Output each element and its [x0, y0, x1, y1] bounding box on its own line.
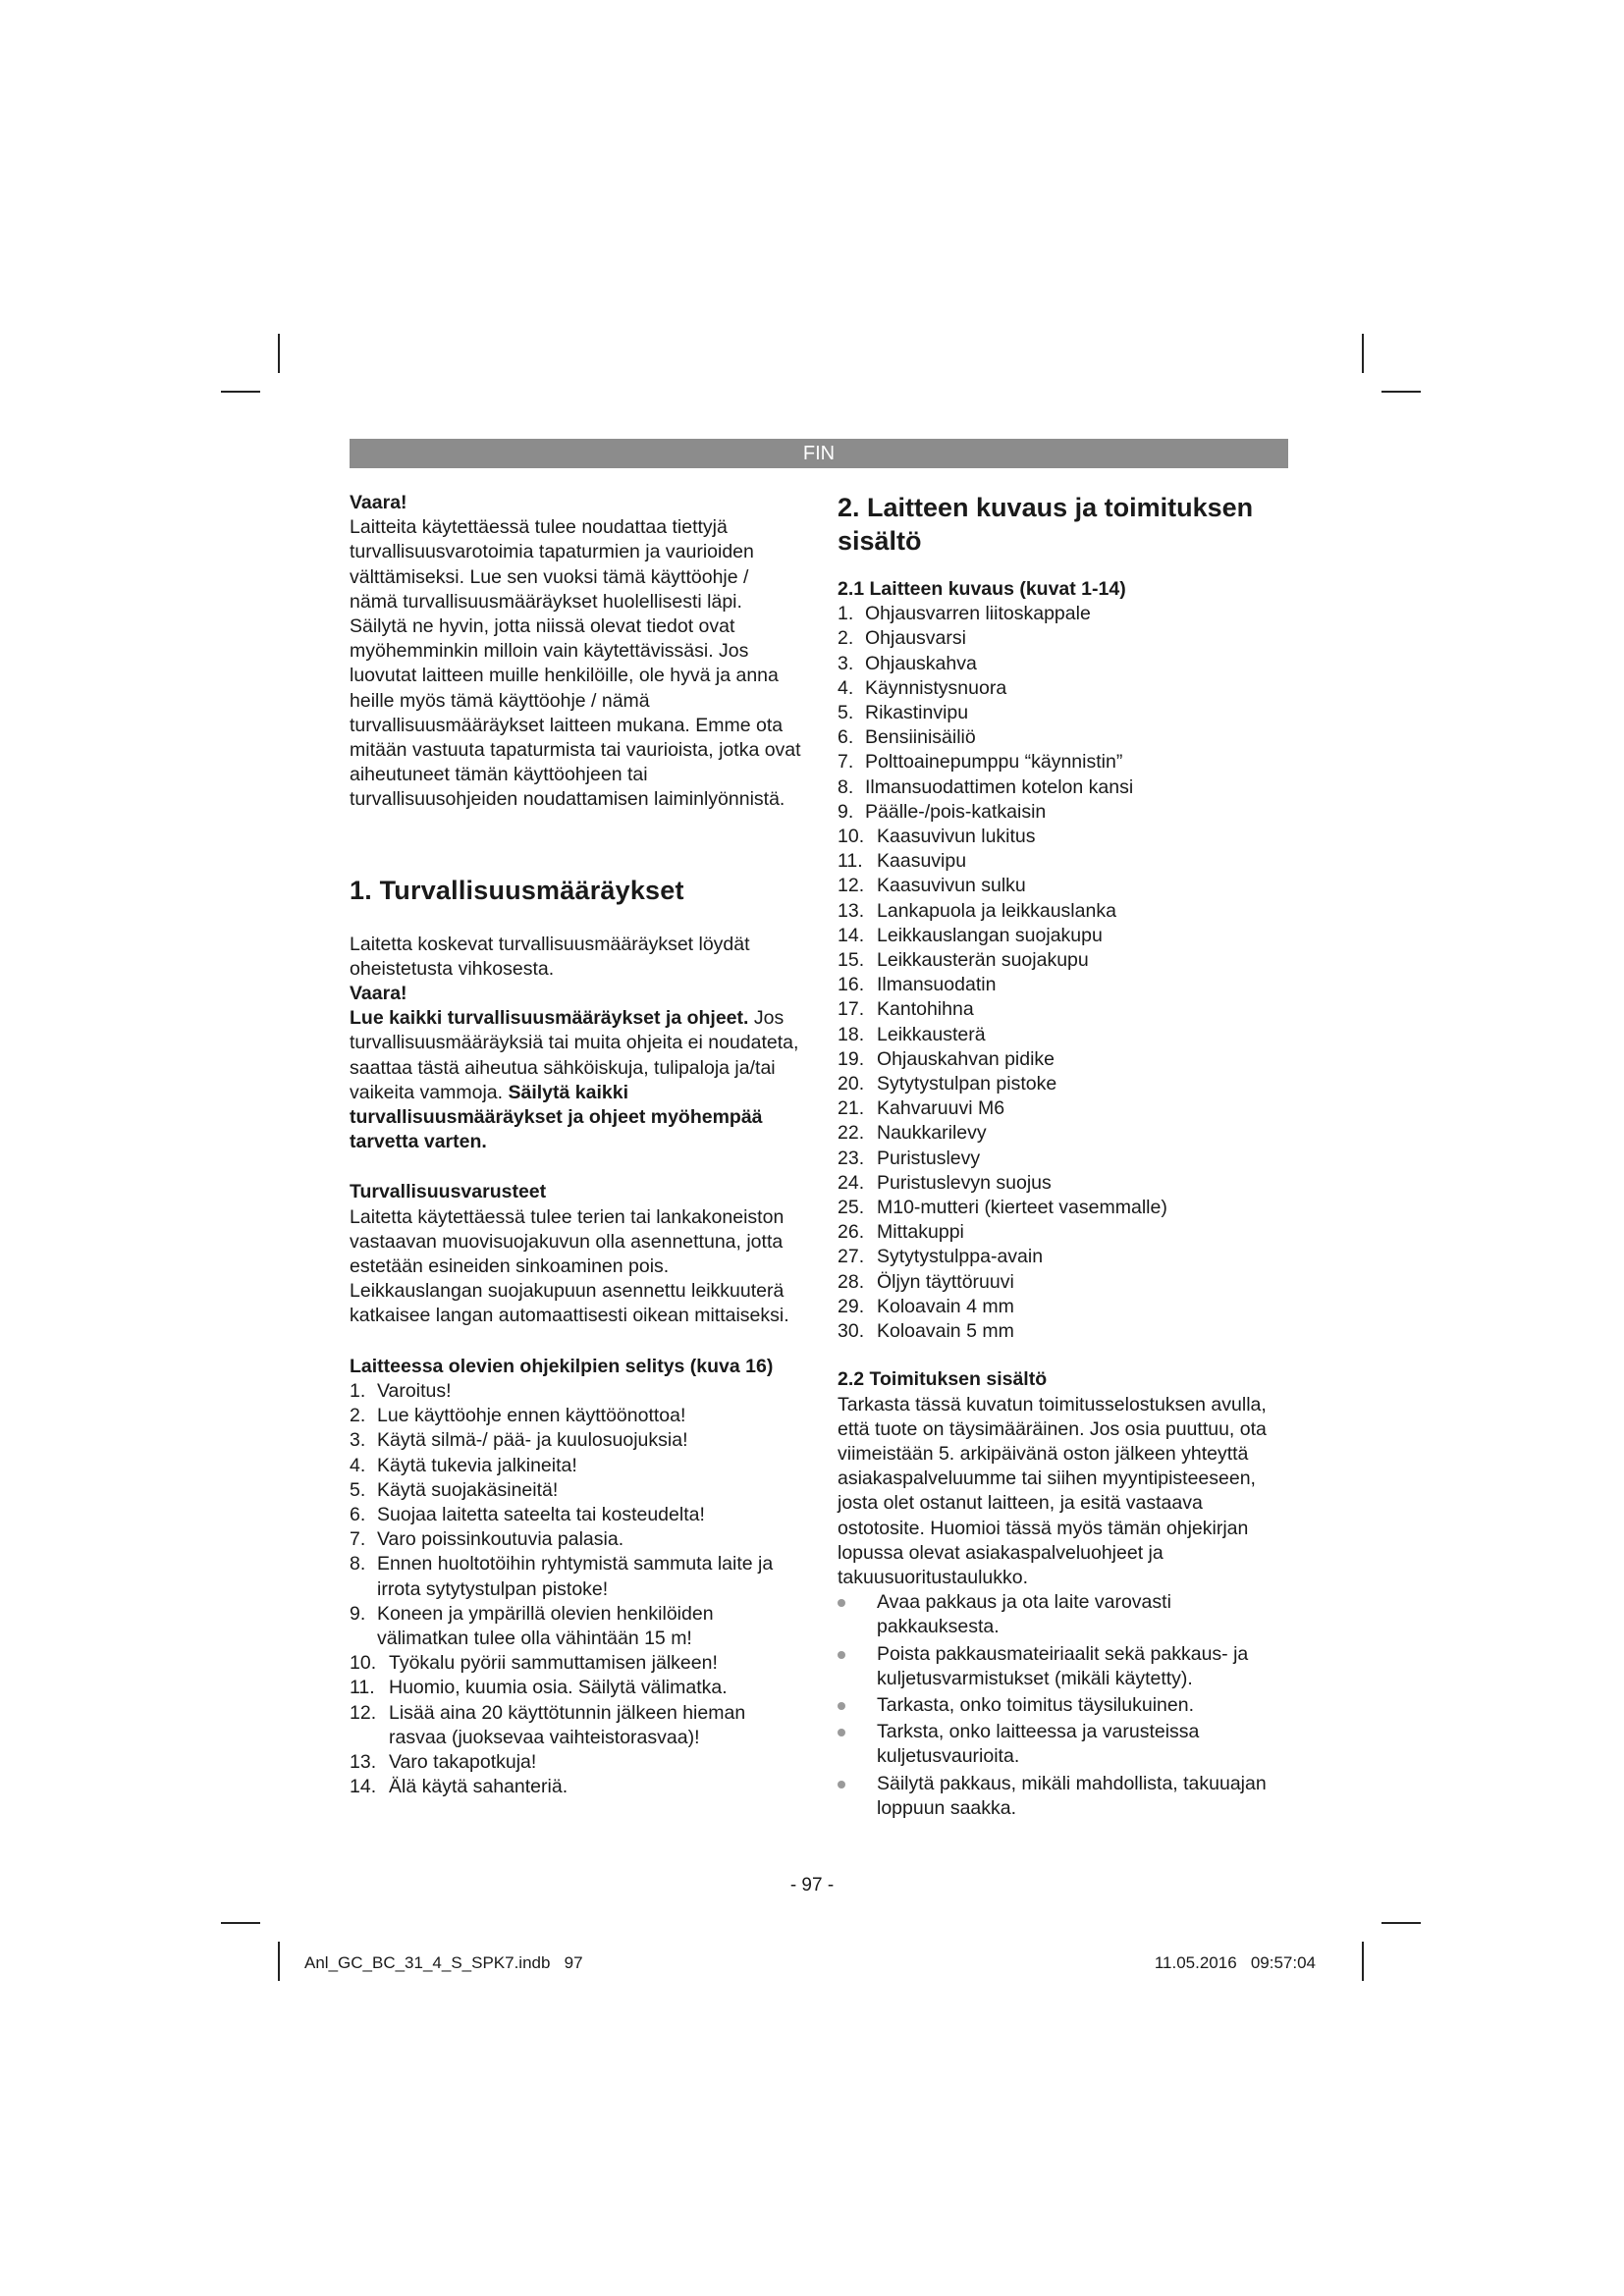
part-item-text: Kaasuvivun sulku	[877, 875, 1026, 897]
part-item-text: Kantohihna	[877, 998, 974, 1021]
label-item-text: Varo takapotkuja!	[389, 1750, 537, 1773]
part-item	[838, 899, 1294, 924]
label-item-number: 9.	[350, 1602, 366, 1625]
section-1-heading: 1. Turvallisuusmääräykset	[350, 875, 684, 905]
label-item-number: 8.	[350, 1553, 366, 1575]
delivery-bullet-text: Avaa pakkaus ja ota laite varovasti pakkauksesta.	[877, 1591, 1171, 1638]
label-item-number: 7.	[350, 1528, 366, 1551]
parts-list	[838, 602, 1294, 1344]
print-timestamp: 11.05.2016 09:57:04	[1154, 1953, 1316, 1972]
part-item-text: Kahvaruuvi M6	[877, 1097, 1005, 1120]
warning-title: Vaara!	[350, 983, 407, 1005]
delivery-bullet-item	[838, 1720, 1294, 1769]
part-item	[838, 626, 1294, 651]
part-item	[838, 676, 1294, 701]
label-item-text: Koneen ja ympärillä olevien henkilöiden välimatkan tulee olla vähintään 15 m!	[377, 1602, 714, 1649]
part-item-text: Naukkarilevy	[877, 1122, 987, 1145]
part-item-text: Leikkausterän suojakupu	[877, 949, 1089, 972]
label-item	[350, 1775, 801, 1799]
label-item-number: 1.	[350, 1379, 366, 1402]
part-item	[838, 750, 1294, 774]
part-item-text: Leikkauslangan suojakupu	[877, 924, 1103, 946]
part-item	[838, 1023, 1294, 1047]
part-item-number: 24.	[838, 1171, 865, 1194]
delivery-bullet-item	[838, 1590, 1294, 1639]
right-column	[838, 491, 1294, 1823]
crop-mark	[1362, 334, 1364, 373]
delivery-bullet-text: Tarkasta, onko toimitus täysilukuinen.	[877, 1693, 1194, 1716]
part-item-number: 13.	[838, 899, 865, 922]
part-item	[838, 1072, 1294, 1096]
part-item-number: 23.	[838, 1147, 865, 1169]
delivery-bullet-text: Säilytä pakkaus, mikäli mahdollista, takuuajan loppuun saakka.	[877, 1772, 1267, 1819]
label-item-text: Ennen huoltotöihin ryhtymistä sammuta laite ja irrota sytytystulpan pistoke!	[377, 1553, 774, 1600]
part-item	[838, 1220, 1294, 1245]
language-label: FIN	[802, 443, 836, 464]
label-item	[350, 1379, 801, 1404]
bullet-dot-icon	[838, 1702, 845, 1710]
label-item	[350, 1478, 801, 1503]
warning-paragraph	[350, 1006, 801, 1154]
part-item-text: Käynnistysnuora	[865, 676, 1007, 699]
bullet-dot-icon	[838, 1729, 845, 1736]
part-item	[838, 924, 1294, 948]
part-item-text: Lankapuola ja leikkauslanka	[877, 899, 1116, 922]
part-item-number: 5.	[838, 702, 854, 724]
part-item-number: 1.	[838, 603, 854, 625]
label-item-text: Varo poissinkoutuvia palasia.	[377, 1528, 624, 1551]
device-description-heading: 2.1 Laitteen kuvaus (kuvat 1-14)	[838, 578, 1126, 600]
left-column	[350, 491, 801, 1799]
part-item-number: 22.	[838, 1122, 865, 1145]
delivery-bullet-item	[838, 1772, 1294, 1821]
warning-bold-tail: Säilytä kaikki turvallisuusmääräykset ja ohjeet myöhempää tarvetta varten.	[350, 1081, 763, 1153]
part-item-number: 12.	[838, 875, 865, 897]
part-item	[838, 997, 1294, 1022]
part-item-text: Bensiinisäiliö	[865, 726, 976, 749]
delivery-bullet-item	[838, 1693, 1294, 1718]
part-item	[838, 1147, 1294, 1171]
part-item-number: 29.	[838, 1295, 865, 1317]
label-item-text: Älä käytä sahanteriä.	[389, 1776, 568, 1798]
label-item	[350, 1503, 801, 1527]
part-item-number: 25.	[838, 1197, 865, 1219]
part-item-text: Sytytystulpan pistoke	[877, 1073, 1057, 1095]
part-item-text: Sytytystulppa-avain	[877, 1246, 1044, 1268]
label-item-text: Käytä suojakäsineitä!	[377, 1478, 559, 1501]
crop-mark	[1362, 1942, 1364, 1981]
label-item	[350, 1428, 801, 1453]
part-item-text: Puristuslevyn suojus	[877, 1171, 1052, 1194]
part-item-number: 20.	[838, 1073, 865, 1095]
part-item-text: Päälle-/pois-katkaisin	[865, 800, 1047, 823]
part-item-number: 15.	[838, 949, 865, 972]
label-item-number: 14.	[350, 1776, 377, 1798]
part-item-text: Rikastinvipu	[865, 702, 969, 724]
part-item-number: 27.	[838, 1246, 865, 1268]
part-item	[838, 948, 1294, 973]
label-item	[350, 1602, 801, 1651]
part-item	[838, 602, 1294, 626]
part-item-number: 16.	[838, 974, 865, 996]
label-item-number: 4.	[350, 1454, 366, 1476]
label-item-text: Huomio, kuumia osia. Säilytä välimatka.	[389, 1677, 728, 1699]
delivery-heading: 2.2 Toimituksen sisältö	[838, 1368, 1048, 1391]
label-item-number: 10.	[350, 1652, 377, 1675]
crop-mark	[278, 334, 280, 373]
equipment-heading: Turvallisuusvarusteet	[350, 1181, 547, 1203]
part-item	[838, 775, 1294, 800]
delivery-bullet-text: Tarksta, onko laitteessa ja varusteissa kuljetusvaurioita.	[877, 1721, 1200, 1768]
part-item-number: 19.	[838, 1047, 865, 1070]
equipment-text: Laitetta käytettäessä tulee terien tai lankakoneiston vastaavan muovisuojakuvun olla asennettuna, jotta estetään esineiden sinkoaminen pois. Leikkauslangan suojakupuun asennettu leikkuuterä katkaisee langan automaattisesti oikean mittaiseksi.	[350, 1205, 789, 1327]
part-item	[838, 874, 1294, 898]
part-item	[838, 1096, 1294, 1121]
label-item-number: 3.	[350, 1429, 366, 1452]
part-item-number: 4.	[838, 676, 854, 699]
part-item-text: Ohjauskahva	[865, 652, 977, 674]
part-item	[838, 1171, 1294, 1196]
part-item-text: Ilmansuodatin	[877, 974, 997, 996]
label-item	[350, 1750, 801, 1775]
intro-text: Laitteita käytettäessä tulee noudattaa tiettyjä turvallisuusvarotoimia tapaturmien ja vaurioiden välttämiseksi. Lue sen vuoksi tämä käyttöohje / nämä turvallisuusmääräykset huolellisesti läpi. Säilytä ne hyvin, jotta niissä olevat tiedot ovat myöhemminkin milloin vain käytettävissäsi. Jos luovutat laitteen muille henkilöille, ole hyvä ja anna heille myös tämä käyttöohje / nämä turvallisuusmääräykset laitteen mukana. Emme ota mitään vastuuta tapaturmista tai vaurioista, jotka ovat aiheutuneet tämän käyttöohjeen tai turvallisuusohjeiden noudattamisen laiminlyönnistä.	[350, 516, 801, 811]
label-item-number: 11.	[350, 1677, 375, 1699]
part-item-text: Leikkausterä	[877, 1023, 986, 1045]
label-item	[350, 1404, 801, 1428]
label-item-number: 13.	[350, 1750, 377, 1773]
warning-text: Jos turvallisuusmääräyksiä tai muita ohjeita ei noudateta, saattaa tästä aiheutua sähköiskuja, tulipaloja ja/tai vaikeita vammoja.	[350, 1007, 799, 1103]
part-item-number: 11.	[838, 850, 863, 873]
part-item	[838, 1121, 1294, 1146]
part-item-number: 21.	[838, 1097, 865, 1120]
part-item-text: Ohjausvarsi	[865, 627, 966, 650]
crop-mark	[1381, 391, 1421, 393]
language-header-bar	[350, 439, 1288, 468]
part-item-number: 26.	[838, 1221, 865, 1244]
part-item	[838, 1047, 1294, 1072]
part-item-text: Ohjausvarren liitoskappale	[865, 603, 1091, 625]
part-item-text: Koloavain 5 mm	[877, 1320, 1014, 1343]
part-item-text: Mittakuppi	[877, 1221, 964, 1244]
label-item-text: Suojaa laitetta sateelta tai kosteudelta!	[377, 1503, 705, 1525]
labels-heading: Laitteessa olevien ohjekilpien selitys (kuva 16)	[350, 1355, 774, 1377]
part-item-text: Ohjauskahvan pidike	[877, 1047, 1056, 1070]
part-item-text: Puristuslevy	[877, 1147, 981, 1169]
part-item	[838, 825, 1294, 849]
part-item-number: 28.	[838, 1270, 865, 1293]
crop-mark	[1381, 1922, 1421, 1924]
labels-list	[350, 1379, 801, 1799]
delivery-bullet-text: Poista pakkausmateiriaalit sekä pakkaus- ja kuljetusvarmistukset (mikäli käytetty).	[877, 1642, 1249, 1689]
label-item-text: Lue käyttöohje ennen käyttöönottoa!	[377, 1405, 686, 1427]
label-item	[350, 1676, 801, 1700]
label-item	[350, 1701, 801, 1750]
part-item-text: Polttoainepumppu “käynnistin”	[865, 751, 1123, 774]
part-item-number: 8.	[838, 775, 854, 798]
part-item-text: Ilmansuodattimen kotelon kansi	[865, 775, 1134, 798]
label-item-text: Lisää aina 20 käyttötunnin jälkeen hieman rasvaa (juoksevaa vaihteistorasvaa)!	[389, 1701, 746, 1748]
part-item	[838, 1319, 1294, 1344]
label-item-number: 5.	[350, 1478, 366, 1501]
part-item	[838, 849, 1294, 874]
page-number: - 97 -	[789, 1875, 835, 1896]
label-item-text: Varoitus!	[377, 1379, 452, 1402]
part-item	[838, 1270, 1294, 1295]
label-item-number: 2.	[350, 1405, 366, 1427]
warning-bold-lead: Lue kaikki turvallisuusmääräykset ja ohjeet.	[350, 1007, 749, 1030]
label-item	[350, 1651, 801, 1676]
crop-mark	[221, 1922, 260, 1924]
label-item	[350, 1454, 801, 1478]
label-item-text: Työkalu pyörii sammuttamisen jälkeen!	[389, 1652, 718, 1675]
part-item	[838, 973, 1294, 997]
part-item-number: 30.	[838, 1320, 865, 1343]
intro-title: Vaara!	[350, 492, 407, 513]
part-item	[838, 725, 1294, 750]
bullet-dot-icon	[838, 1651, 845, 1659]
part-item-number: 18.	[838, 1023, 865, 1045]
bullet-dot-icon	[838, 1781, 845, 1789]
part-item-number: 7.	[838, 751, 854, 774]
part-item-number: 3.	[838, 652, 854, 674]
delivery-text: Tarkasta tässä kuvatun toimitusselostuksen avulla, että tuote on täysimääräinen. Jos osia puuttuu, ota viimeistään 5. arkipäivänä oston jälkeen yhteyttä asiakaspalveluumme tai siihen myyntipisteeseen, josta olet ostanut laitteen, ja esitä vastaava ostotosite. Huomioi tässä myös tämän ohjekirjan lopussa olevat asiakaspalveluohjeet ja takuusuoritustaulukko.	[838, 1393, 1267, 1588]
label-item-text: Käytä silmä-/ pää- ja kuulosuojuksia!	[377, 1429, 688, 1452]
section-1-text: Laitetta koskevat turvallisuusmääräykset löydät oheistetusta vihkosesta.	[350, 933, 750, 980]
part-item-number: 14.	[838, 924, 865, 946]
part-item	[838, 1245, 1294, 1269]
part-item-text: Kaasuvipu	[877, 850, 967, 873]
part-item	[838, 1295, 1294, 1319]
section-2-heading: 2. Laitteen kuvaus ja toimituksen sisältö	[838, 493, 1254, 556]
part-item-text: Öljyn täyttöruuvi	[877, 1270, 1014, 1293]
label-item-number: 6.	[350, 1503, 366, 1525]
part-item-number: 17.	[838, 998, 865, 1021]
part-item-text: Kaasuvivun lukitus	[877, 826, 1036, 848]
part-item	[838, 800, 1294, 825]
label-item-text: Käytä tukevia jalkineita!	[377, 1454, 577, 1476]
part-item-number: 9.	[838, 800, 854, 823]
delivery-bullets	[838, 1590, 1294, 1821]
label-item	[350, 1552, 801, 1601]
part-item-number: 10.	[838, 826, 865, 848]
part-item	[838, 652, 1294, 676]
label-item	[350, 1527, 801, 1552]
crop-mark	[278, 1942, 280, 1981]
label-item-number: 12.	[350, 1701, 377, 1724]
part-item-text: Koloavain 4 mm	[877, 1295, 1014, 1317]
part-item-number: 2.	[838, 627, 854, 650]
part-item-text: M10-mutteri (kierteet vasemmalle)	[877, 1197, 1167, 1219]
part-item-number: 6.	[838, 726, 854, 749]
delivery-bullet-item	[838, 1642, 1294, 1691]
bullet-dot-icon	[838, 1599, 845, 1607]
crop-mark	[221, 391, 260, 393]
file-name: Anl_GC_BC_31_4_S_SPK7.indb 97	[304, 1953, 583, 1972]
part-item	[838, 1196, 1294, 1220]
part-item	[838, 701, 1294, 725]
